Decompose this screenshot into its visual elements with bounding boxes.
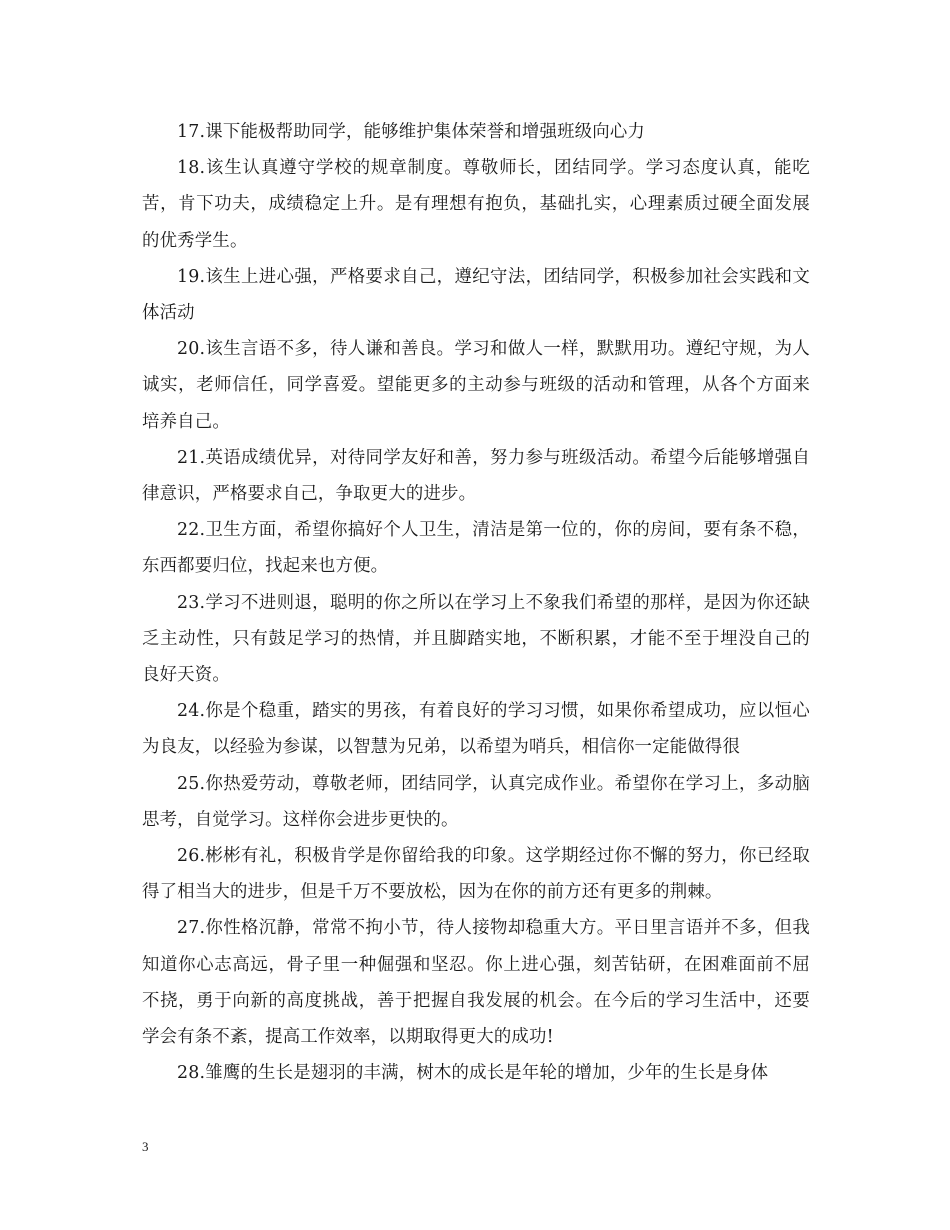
- comment-paragraph-23: 23.学习不进则退，聪明的你之所以在学习上不象我们希望的那样，是因为你还缺乏主动性，只有鼓足学习的热情，并且脚踏实地，不断积累，才能不至于埋没自己的良好天资。: [142, 592, 810, 686]
- comment-paragraph-21: 21.英语成绩优异，对待同学友好和善，努力参与班级活动。希望今后能够增强自律意识，严格要求自己，争取更大的进步。: [142, 447, 810, 505]
- document-body: [142, 114, 810, 1091]
- comment-paragraph-27: 27.你性格沉静，常常不拘小节，待人接物却稳重大方。平日里言语并不多，但我知道你心志高远，骨子里一种倔强和坚忍。你上进心强，刻苦钻研，在困难面前不屈不挠，勇于向新的高度挑战，善于把握自我发展的机会。在今后的学习生活中，还要学会有条不紊，提高工作效率，以期取得更大的成功!: [142, 918, 810, 1048]
- comment-paragraph-19: 19.该生上进心强，严格要求自己，遵纪守法，团结同学，积极参加社会实践和文体活动: [142, 266, 810, 324]
- comment-paragraph-24: 24.你是个稳重，踏实的男孩，有着良好的学习习惯，如果你希望成功，应以恒心为良友，以经验为参谋，以智慧为兄弟，以希望为哨兵，相信你一定能做得很: [142, 701, 810, 758]
- comment-paragraph-28: 28.雏鹰的生长是翅羽的丰满，树木的成长是年轮的增加，少年的生长是身体: [177, 1063, 769, 1084]
- comment-paragraph-22: 22.卫生方面，希望你搞好个人卫生，清洁是第一位的，你的房间，要有条不稳，东西都要归位，找起来也方便。: [142, 520, 810, 577]
- comment-paragraph-26: 26.彬彬有礼，积极肯学是你留给我的印象。这学期经过你不懈的努力，你已经取得了相当大的进步，但是千万不要放松，因为在你的前方还有更多的荆棘。: [142, 846, 810, 903]
- comment-paragraph-17: 17.课下能极帮助同学，能够维护集体荣誉和增强班级向心力: [177, 122, 646, 142]
- comment-paragraph-25: 25.你热爱劳动，尊敬老师，团结同学，认真完成作业。希望你在学习上，多动脑思考，自觉学习。这样你会进步更快的。: [142, 773, 810, 830]
- page-number: 3: [142, 1139, 149, 1154]
- comment-paragraph-18: 18.该生认真遵守学校的规章制度。尊敬师长，团结同学。学习态度认真，能吃苦，肯下功夫，成绩稳定上升。是有理想有抱负，基础扎实，心理素质过硬全面发展的优秀学生。: [142, 158, 810, 251]
- comment-paragraph-20: 20.该生言语不多，待人谦和善良。学习和做人一样，默默用功。遵纪守规，为人诚实，老师信任，同学喜爱。望能更多的主动参与班级的活动和管理，从各个方面来培养自己。: [142, 339, 810, 432]
